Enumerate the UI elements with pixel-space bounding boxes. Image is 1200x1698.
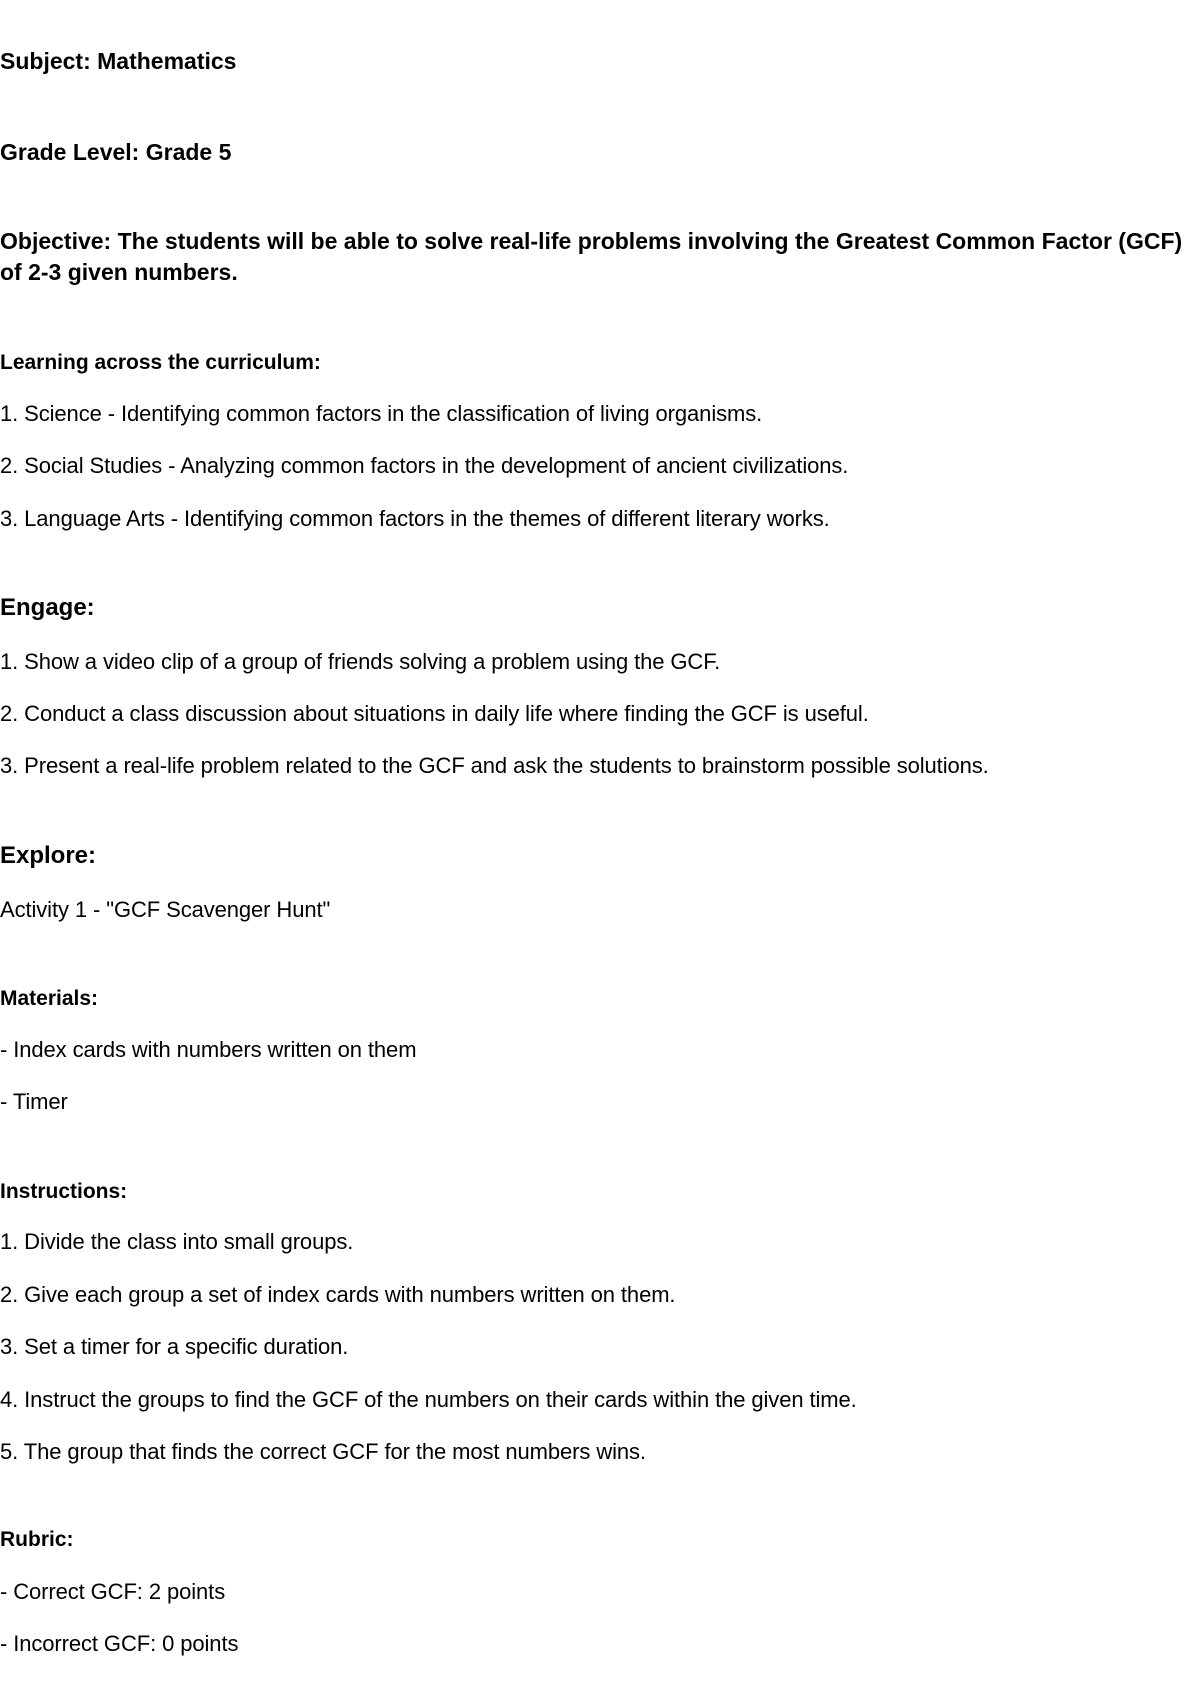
explore-heading: Explore: bbox=[0, 842, 97, 869]
instructions-heading: Instructions: bbox=[0, 1180, 128, 1203]
curriculum-item: 3. Language Arts - Identifying common factors in the themes of different literary works. bbox=[0, 506, 830, 531]
engage-item: 3. Present a real-life problem related to the GCF and ask the students to brainstorm possible solutions. bbox=[0, 753, 989, 778]
engage-item: 1. Show a video clip of a group of friends solving a problem using the GCF. bbox=[0, 649, 721, 674]
materials-heading: Materials: bbox=[0, 987, 99, 1010]
rubric-item: - Correct GCF: 2 points bbox=[0, 1579, 226, 1604]
curriculum-item: 2. Social Studies - Analyzing common factors in the development of ancient civilizations. bbox=[0, 453, 849, 478]
engage-heading: Engage: bbox=[0, 594, 95, 621]
instructions-item: 2. Give each group a set of index cards with numbers written on them. bbox=[0, 1282, 676, 1307]
rubric-heading: Rubric: bbox=[0, 1528, 74, 1551]
instructions-item: 3. Set a timer for a specific duration. bbox=[0, 1334, 349, 1359]
materials-item: - Timer bbox=[0, 1089, 68, 1114]
engage-item: 2. Conduct a class discussion about situations in daily life where finding the GCF is useful. bbox=[0, 701, 869, 726]
rubric-item: - Incorrect GCF: 0 points bbox=[0, 1631, 239, 1656]
activity-title: Activity 1 - "GCF Scavenger Hunt" bbox=[0, 897, 331, 922]
instructions-item: 4. Instruct the groups to find the GCF of the numbers on their cards within the given time. bbox=[0, 1387, 857, 1412]
materials-item: - Index cards with numbers written on them bbox=[0, 1037, 417, 1062]
curriculum-heading: Learning across the curriculum: bbox=[0, 351, 321, 374]
objective-heading: Objective: The students will be able to solve real-life problems involving the Greatest Common Factor (GCF) of 2-3 given numbers. bbox=[0, 228, 1183, 285]
subject-heading: Subject: Mathematics bbox=[0, 48, 237, 74]
instructions-item: 5. The group that finds the correct GCF for the most numbers wins. bbox=[0, 1439, 646, 1464]
grade-level-heading: Grade Level: Grade 5 bbox=[0, 139, 232, 165]
instructions-item: 1. Divide the class into small groups. bbox=[0, 1229, 354, 1254]
curriculum-item: 1. Science - Identifying common factors in the classification of living organisms. bbox=[0, 401, 763, 426]
